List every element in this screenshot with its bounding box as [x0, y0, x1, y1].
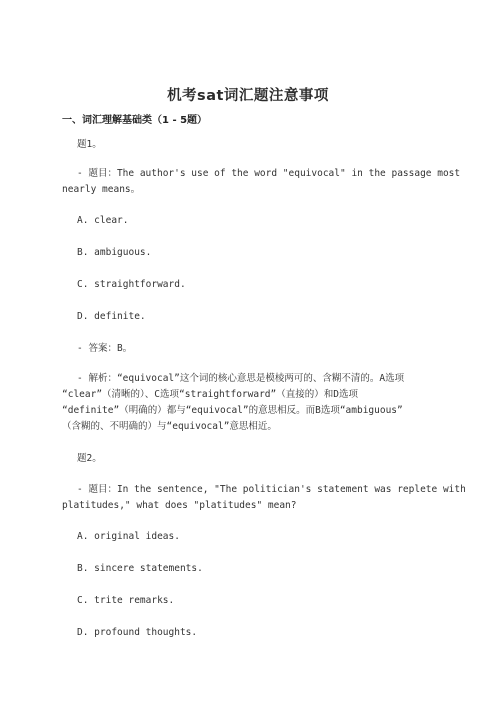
q2-question-line-2: platitudes," what does "platitudes" mean?	[62, 500, 297, 511]
q1-analysis-line-4: （含糊的、不明确的）与“equivocal”意思相近。	[62, 421, 277, 432]
q1-option-d: D. definite.	[77, 311, 146, 322]
q2-option-b: B. sincere statements.	[77, 563, 203, 574]
q2-label: 题2。	[77, 453, 102, 464]
q1-option-a: A. clear.	[77, 215, 129, 226]
q1-label: 题1。	[77, 139, 102, 150]
q1-question-line-1: - 题目：The author's use of the word "equivocal" in the passage most	[77, 168, 461, 179]
q1-analysis-line-2: “clear”（清晰的）、C选项“straightforward”（直接的）和D选项	[62, 389, 358, 400]
q1-option-b: B. ambiguous.	[77, 247, 152, 258]
q1-option-c: C. straightforward.	[77, 279, 186, 290]
q1-answer: - 答案：B。	[77, 343, 133, 354]
document-title: 机考sat词汇题注意事项	[167, 88, 329, 104]
q2-question-line-1: - 题目：In the sentence, "The politician's statement was replete with	[77, 484, 466, 495]
q2-option-d: D. profound thoughts.	[77, 627, 198, 638]
q1-analysis-line-1: - 解析：“equivocal”这个词的核心意思是模棱两可的、含糊不清的。A选项	[77, 373, 405, 384]
q2-option-a: A. original ideas.	[77, 531, 180, 542]
q1-analysis-line-3: “definite”（明确的）都与“equivocal”的意思相反。而B选项“ambiguous”	[62, 405, 403, 416]
q1-question-line-2: nearly means。	[62, 184, 141, 195]
section-heading: 一、词汇理解基础类（1 - 5题）	[62, 115, 208, 126]
q2-option-c: C. trite remarks.	[77, 595, 175, 606]
